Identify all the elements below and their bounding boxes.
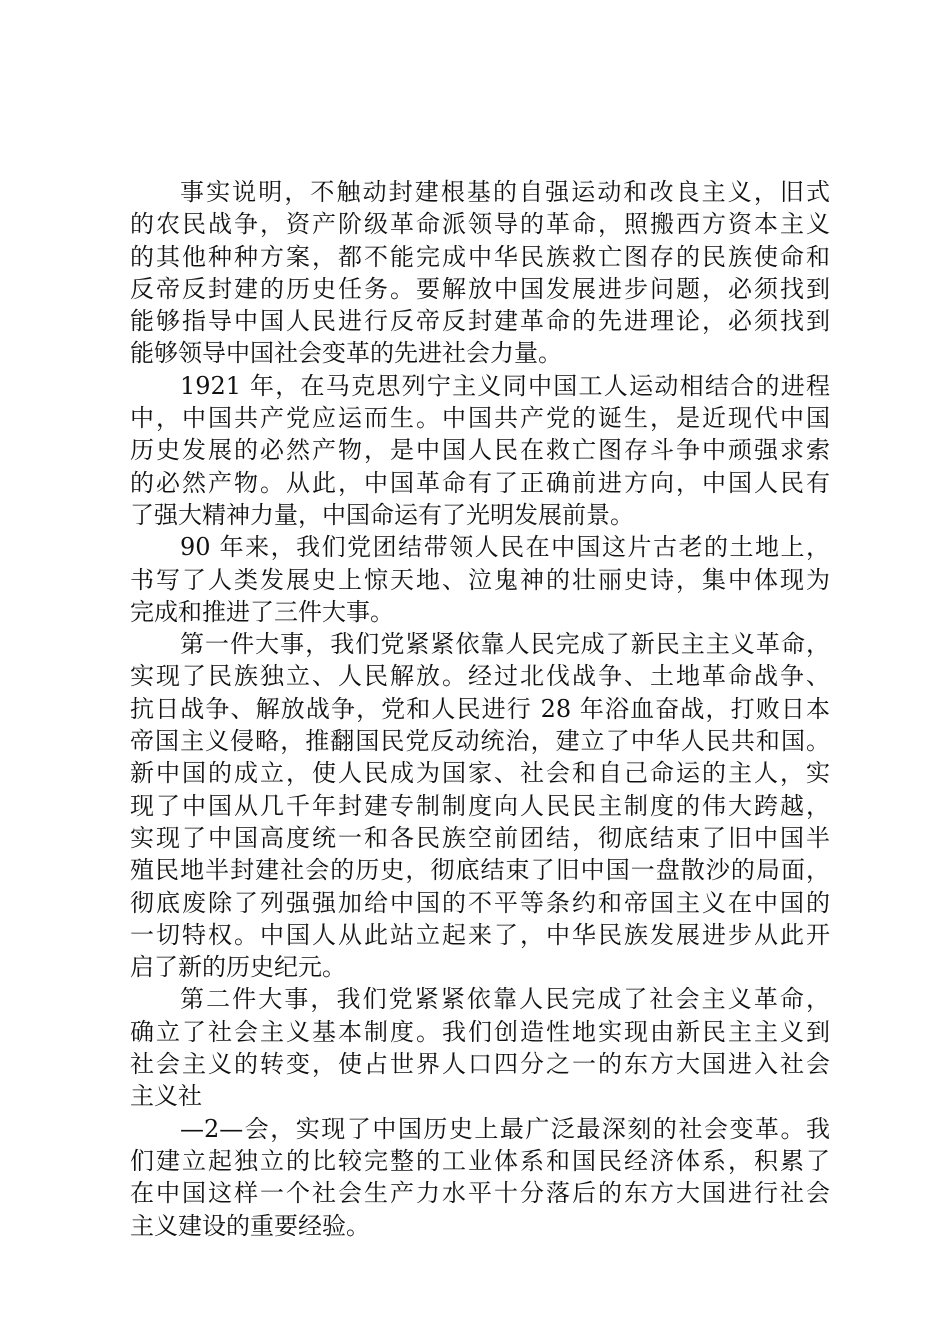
text-line: 社会主义的转变，使占世界人口四分之一的东方大国进入社会 bbox=[130, 1050, 830, 1079]
text-line: 实现了民族独立、人民解放。经过北伐战争、土地革命战争、 bbox=[130, 662, 830, 691]
text-line: 能够领导中国社会变革的先进社会力量。 bbox=[130, 339, 562, 368]
text-line: 们建立起独立的比较完整的工业体系和国民经济体系，积累了 bbox=[130, 1146, 830, 1175]
text-line: 新中国的成立，使人民成为国家、社会和自己命运的主人，实 bbox=[130, 759, 830, 788]
text-line: 主义社 bbox=[130, 1082, 202, 1111]
text-line: 现了中国从几千年封建专制制度向人民民主制度的伟大跨越， bbox=[130, 791, 830, 820]
text-line: 确立了社会主义基本制度。我们创造性地实现由新民主主义到 bbox=[130, 1017, 830, 1046]
text-line: 第一件大事，我们党紧紧依靠人民完成了新民主主义革命， bbox=[180, 630, 830, 659]
text-line: 中，中国共产党应运而生。中国共产党的诞生，是近现代中国 bbox=[130, 404, 830, 433]
text-line: 一切特权。中国人从此站立起来了，中华民族发展进步从此开 bbox=[130, 920, 830, 949]
text-line: 1921 年，在马克思列宁主义同中国工人运动相结合的进程 bbox=[180, 371, 830, 400]
text-line: 实现了中国高度统一和各民族空前团结，彻底结束了旧中国半 bbox=[130, 823, 830, 852]
text-line: —2—会，实现了中国历史上最广泛最深刻的社会变革。我 bbox=[180, 1114, 830, 1143]
text-line: 90 年来，我们党团结带领人民在中国这片古老的土地上， bbox=[180, 533, 830, 562]
text-line: 第二件大事，我们党紧紧依靠人民完成了社会主义革命， bbox=[180, 985, 830, 1014]
text-line: 了强大精神力量，中国命运有了光明发展前景。 bbox=[130, 500, 634, 529]
text-line: 的必然产物。从此，中国革命有了正确前进方向，中国人民有 bbox=[130, 468, 830, 497]
text-line: 历史发展的必然产物，是中国人民在救亡图存斗争中顽强求索 bbox=[130, 436, 830, 465]
text-line: 抗日战争、解放战争，党和人民进行 28 年浴血奋战，打败日本 bbox=[130, 694, 830, 723]
body-text bbox=[130, 176, 830, 1242]
text-line: 彻底废除了列强强加给中国的不平等条约和帝国主义在中国的 bbox=[130, 888, 830, 917]
text-line: 书写了人类发展史上惊天地、泣鬼神的壮丽史诗，集中体现为 bbox=[130, 565, 830, 594]
text-line: 反帝反封建的历史任务。要解放中国发展进步问题，必须找到 bbox=[130, 274, 830, 303]
text-line: 帝国主义侵略，推翻国民党反动统治，建立了中华人民共和国。 bbox=[130, 727, 830, 756]
text-line: 完成和推进了三件大事。 bbox=[130, 597, 394, 626]
text-line: 能够指导中国人民进行反帝反封建革命的先进理论，必须找到 bbox=[130, 307, 830, 336]
text-line: 在中国这样一个社会生产力水平十分落后的东方大国进行社会 bbox=[130, 1179, 830, 1208]
text-line: 殖民地半封建社会的历史，彻底结束了旧中国一盘散沙的局面， bbox=[130, 856, 830, 885]
text-line: 的其他种种方案，都不能完成中华民族救亡图存的民族使命和 bbox=[130, 242, 830, 271]
text-line: 启了新的历史纪元。 bbox=[130, 953, 346, 982]
text-line: 事实说明，不触动封建根基的自强运动和改良主义，旧式 bbox=[180, 178, 830, 206]
text-line: 主义建设的重要经验。 bbox=[130, 1211, 370, 1240]
text-line: 的农民战争，资产阶级革命派领导的革命，照搬西方资本主义 bbox=[130, 210, 830, 239]
